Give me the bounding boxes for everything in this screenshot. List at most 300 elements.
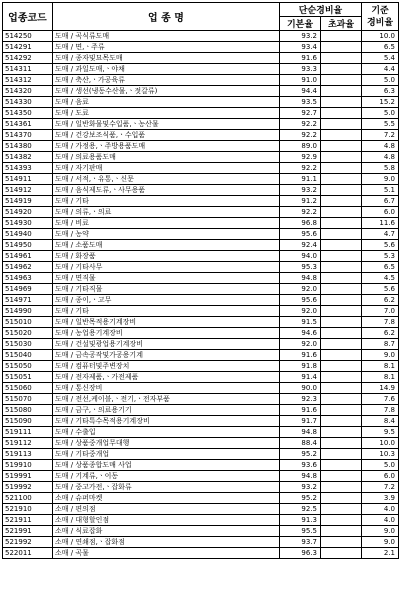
- table-row: [3, 251, 399, 262]
- cell-basic-rate: 93.6: [280, 460, 321, 471]
- cell-industry-name: 도매 / 금구,ㆍ의료용기기: [53, 405, 280, 416]
- cell-basic-rate: 93.2: [280, 31, 321, 42]
- header-standard-line1: 기준: [371, 5, 389, 16]
- header-basic-rate: 기본율: [280, 17, 321, 31]
- cell-basic-rate: 93.7: [280, 537, 321, 548]
- table-header: [3, 3, 399, 31]
- cell-industry-code: 514330: [3, 97, 53, 108]
- cell-basic-rate: 91.7: [280, 416, 321, 427]
- cell-basic-rate: 95.3: [280, 262, 321, 273]
- cell-standard-rate: 6.0: [362, 471, 399, 482]
- cell-standard-rate: 6.0: [362, 207, 399, 218]
- cell-excess-rate: [321, 229, 362, 240]
- cell-basic-rate: 93.2: [280, 482, 321, 493]
- cell-industry-name: 도매 / 화장품: [53, 251, 280, 262]
- cell-basic-rate: 93.5: [280, 97, 321, 108]
- header-standard-expense-rate: [362, 3, 399, 31]
- cell-industry-code: 514291: [3, 42, 53, 53]
- cell-industry-code: 514311: [3, 64, 53, 75]
- cell-industry-code: 514962: [3, 262, 53, 273]
- cell-industry-code: 514961: [3, 251, 53, 262]
- cell-standard-rate: 5.1: [362, 185, 399, 196]
- cell-basic-rate: 95.5: [280, 526, 321, 537]
- cell-standard-rate: 14.9: [362, 383, 399, 394]
- cell-industry-code: 514350: [3, 108, 53, 119]
- cell-industry-code: 514370: [3, 130, 53, 141]
- cell-industry-code: 514320: [3, 86, 53, 97]
- cell-industry-code: 514393: [3, 163, 53, 174]
- table-row: [3, 328, 399, 339]
- table-row: [3, 86, 399, 97]
- cell-excess-rate: [321, 317, 362, 328]
- cell-industry-name: 도매 / 건설및광업용기계장비: [53, 339, 280, 350]
- cell-excess-rate: [321, 449, 362, 460]
- cell-industry-code: 515080: [3, 405, 53, 416]
- cell-industry-code: 514912: [3, 185, 53, 196]
- cell-excess-rate: [321, 295, 362, 306]
- cell-excess-rate: [321, 438, 362, 449]
- cell-basic-rate: 92.2: [280, 119, 321, 130]
- cell-standard-rate: 9.0: [362, 174, 399, 185]
- cell-excess-rate: [321, 108, 362, 119]
- table-row: [3, 31, 399, 42]
- cell-basic-rate: 91.1: [280, 174, 321, 185]
- cell-standard-rate: 4.5: [362, 273, 399, 284]
- cell-industry-code: 519113: [3, 449, 53, 460]
- cell-basic-rate: 94.6: [280, 328, 321, 339]
- cell-industry-name: 도매 / 축산,ㆍ가공육류: [53, 75, 280, 86]
- cell-excess-rate: [321, 339, 362, 350]
- cell-excess-rate: [321, 75, 362, 86]
- cell-excess-rate: [321, 284, 362, 295]
- cell-excess-rate: [321, 53, 362, 64]
- cell-standard-rate: 6.2: [362, 295, 399, 306]
- cell-industry-name: 도매 / 의류,ㆍ의료: [53, 207, 280, 218]
- cell-standard-rate: 4.7: [362, 229, 399, 240]
- cell-standard-rate: 10.0: [362, 438, 399, 449]
- cell-standard-rate: 4.8: [362, 141, 399, 152]
- cell-basic-rate: 94.8: [280, 471, 321, 482]
- cell-standard-rate: 6.5: [362, 262, 399, 273]
- table-row: [3, 284, 399, 295]
- table-row: [3, 262, 399, 273]
- cell-industry-name: 도매 / 가정용,ㆍ주방용품도매: [53, 141, 280, 152]
- table-row: [3, 207, 399, 218]
- cell-excess-rate: [321, 273, 362, 284]
- table-row: [3, 350, 399, 361]
- cell-industry-code: 514920: [3, 207, 53, 218]
- table-row: [3, 97, 399, 108]
- cell-industry-name: 소매 / 곡물: [53, 548, 280, 559]
- cell-industry-name: 도매 / 통신장비: [53, 383, 280, 394]
- cell-excess-rate: [321, 218, 362, 229]
- cell-industry-name: 도매 / 금속공작및가공용기계: [53, 350, 280, 361]
- cell-standard-rate: 6.5: [362, 42, 399, 53]
- cell-industry-code: 515070: [3, 394, 53, 405]
- cell-industry-name: 도매 / 도료: [53, 108, 280, 119]
- cell-basic-rate: 94.8: [280, 273, 321, 284]
- cell-industry-name: 도매 / 과일도매,ㆍ야채: [53, 64, 280, 75]
- cell-industry-name: 도매 / 건강보조식품,ㆍ수입품: [53, 130, 280, 141]
- cell-industry-name: 도매 / 의료용품도매: [53, 152, 280, 163]
- cell-industry-name: 도매 / 기타직물: [53, 284, 280, 295]
- cell-standard-rate: 8.4: [362, 416, 399, 427]
- cell-industry-name: 도매 / 전자제품,ㆍ가전제품: [53, 372, 280, 383]
- cell-excess-rate: [321, 548, 362, 559]
- cell-industry-name: 도매 / 농업용기계장비: [53, 328, 280, 339]
- cell-industry-name: 도매 / 중고가전,ㆍ잡화류: [53, 482, 280, 493]
- cell-industry-code: 515040: [3, 350, 53, 361]
- cell-basic-rate: 93.4: [280, 42, 321, 53]
- cell-industry-code: 521100: [3, 493, 53, 504]
- header-standard-line2: 경비율: [366, 17, 394, 28]
- cell-standard-rate: 10.3: [362, 449, 399, 460]
- cell-industry-code: 514382: [3, 152, 53, 163]
- cell-industry-name: 도매 / 상품중개업무대행: [53, 438, 280, 449]
- cell-industry-name: 도매 / 기타특수목적용기계장비: [53, 416, 280, 427]
- table-row: [3, 306, 399, 317]
- table-row: [3, 42, 399, 53]
- cell-standard-rate: 7.2: [362, 130, 399, 141]
- cell-excess-rate: [321, 152, 362, 163]
- cell-basic-rate: 96.8: [280, 218, 321, 229]
- cell-industry-name: 도매 / 기타: [53, 196, 280, 207]
- cell-industry-code: 514919: [3, 196, 53, 207]
- cell-excess-rate: [321, 306, 362, 317]
- cell-industry-name: 도매 / 상품종합도매 사업: [53, 460, 280, 471]
- cell-basic-rate: 94.8: [280, 427, 321, 438]
- table-row: [3, 130, 399, 141]
- cell-excess-rate: [321, 31, 362, 42]
- cell-basic-rate: 88.4: [280, 438, 321, 449]
- cell-industry-name: 도매 / 수출입: [53, 427, 280, 438]
- cell-standard-rate: 2.1: [362, 548, 399, 559]
- cell-industry-name: 소매 / 대형할인점: [53, 515, 280, 526]
- cell-basic-rate: 94.0: [280, 251, 321, 262]
- cell-industry-code: 514312: [3, 75, 53, 86]
- table-row: [3, 273, 399, 284]
- cell-excess-rate: [321, 174, 362, 185]
- cell-industry-code: 519910: [3, 460, 53, 471]
- cell-excess-rate: [321, 42, 362, 53]
- cell-industry-name: 소매 / 식료잡화: [53, 526, 280, 537]
- table-row: [3, 240, 399, 251]
- cell-basic-rate: 92.4: [280, 240, 321, 251]
- cell-standard-rate: 6.2: [362, 328, 399, 339]
- cell-industry-code: 519112: [3, 438, 53, 449]
- cell-basic-rate: 91.6: [280, 405, 321, 416]
- rate-table-sheet: [2, 2, 398, 559]
- cell-excess-rate: [321, 86, 362, 97]
- table-row: [3, 317, 399, 328]
- cell-excess-rate: [321, 119, 362, 130]
- cell-excess-rate: [321, 515, 362, 526]
- table-row: [3, 196, 399, 207]
- cell-standard-rate: 10.0: [362, 31, 399, 42]
- cell-excess-rate: [321, 207, 362, 218]
- cell-basic-rate: 91.8: [280, 361, 321, 372]
- cell-basic-rate: 95.2: [280, 493, 321, 504]
- table-body: [3, 31, 399, 559]
- cell-industry-name: 도매 / 전선,케이블,ㆍ전기,ㆍ전자부품: [53, 394, 280, 405]
- cell-excess-rate: [321, 482, 362, 493]
- table-row: [3, 295, 399, 306]
- cell-industry-name: 도매 / 소품도매: [53, 240, 280, 251]
- cell-industry-name: 도매 / 기타중개업: [53, 449, 280, 460]
- cell-standard-rate: 7.6: [362, 394, 399, 405]
- table-row: [3, 53, 399, 64]
- cell-industry-code: 521992: [3, 537, 53, 548]
- cell-standard-rate: 8.7: [362, 339, 399, 350]
- cell-standard-rate: 9.0: [362, 526, 399, 537]
- cell-industry-name: 도매 / 기타: [53, 306, 280, 317]
- cell-basic-rate: 92.0: [280, 339, 321, 350]
- cell-industry-code: 514940: [3, 229, 53, 240]
- cell-basic-rate: 93.3: [280, 64, 321, 75]
- cell-standard-rate: 6.7: [362, 196, 399, 207]
- cell-basic-rate: 92.0: [280, 306, 321, 317]
- cell-industry-code: 519992: [3, 482, 53, 493]
- header-simple-expense-rate: 단순경비율: [280, 3, 362, 17]
- cell-industry-name: 도매 / 기타사무: [53, 262, 280, 273]
- cell-industry-code: 515090: [3, 416, 53, 427]
- cell-basic-rate: 91.0: [280, 75, 321, 86]
- cell-excess-rate: [321, 405, 362, 416]
- cell-industry-code: 521910: [3, 504, 53, 515]
- cell-basic-rate: 91.6: [280, 53, 321, 64]
- cell-standard-rate: 5.6: [362, 284, 399, 295]
- cell-industry-name: 도매 / 종자및묘목도매: [53, 53, 280, 64]
- table-row: [3, 141, 399, 152]
- cell-industry-code: 514380: [3, 141, 53, 152]
- cell-industry-name: 도매 / 기계류,ㆍ이동: [53, 471, 280, 482]
- cell-excess-rate: [321, 504, 362, 515]
- cell-excess-rate: [321, 185, 362, 196]
- cell-excess-rate: [321, 141, 362, 152]
- header-industry-code: 업종코드: [3, 3, 53, 31]
- cell-standard-rate: 5.6: [362, 240, 399, 251]
- cell-excess-rate: [321, 416, 362, 427]
- cell-industry-name: 소매 / 편의점: [53, 504, 280, 515]
- cell-standard-rate: 9.0: [362, 537, 399, 548]
- cell-excess-rate: [321, 427, 362, 438]
- cell-standard-rate: 11.6: [362, 218, 399, 229]
- table-row: [3, 504, 399, 515]
- cell-industry-name: 도매 / 곡식류도매: [53, 31, 280, 42]
- cell-basic-rate: 92.7: [280, 108, 321, 119]
- cell-excess-rate: [321, 97, 362, 108]
- header-excess-rate: 초과율: [321, 17, 362, 31]
- cell-industry-name: 도매 / 서적,ㆍ유통,ㆍ신문: [53, 174, 280, 185]
- table-row: [3, 372, 399, 383]
- cell-excess-rate: [321, 471, 362, 482]
- cell-basic-rate: 91.2: [280, 196, 321, 207]
- cell-excess-rate: [321, 251, 362, 262]
- cell-standard-rate: 7.0: [362, 306, 399, 317]
- cell-industry-name: 도매 / 비료: [53, 218, 280, 229]
- cell-standard-rate: 5.0: [362, 108, 399, 119]
- table-row: [3, 163, 399, 174]
- cell-industry-code: 521911: [3, 515, 53, 526]
- cell-industry-code: 514950: [3, 240, 53, 251]
- cell-industry-code: 514930: [3, 218, 53, 229]
- cell-excess-rate: [321, 537, 362, 548]
- table-row: [3, 471, 399, 482]
- cell-basic-rate: 92.2: [280, 130, 321, 141]
- cell-industry-name: 도매 / 컴퓨터및주변장치: [53, 361, 280, 372]
- cell-industry-name: 도매 / 농약: [53, 229, 280, 240]
- table-row: [3, 515, 399, 526]
- cell-industry-code: 515060: [3, 383, 53, 394]
- cell-basic-rate: 92.2: [280, 163, 321, 174]
- cell-basic-rate: 90.0: [280, 383, 321, 394]
- cell-industry-code: 514292: [3, 53, 53, 64]
- cell-basic-rate: 92.5: [280, 504, 321, 515]
- cell-basic-rate: 94.4: [280, 86, 321, 97]
- cell-industry-code: 515010: [3, 317, 53, 328]
- cell-industry-code: 514969: [3, 284, 53, 295]
- table-row: [3, 119, 399, 130]
- cell-standard-rate: 5.3: [362, 251, 399, 262]
- cell-industry-name: 도매 / 자기판매: [53, 163, 280, 174]
- rate-table: [2, 2, 399, 559]
- cell-standard-rate: 4.0: [362, 515, 399, 526]
- table-row: [3, 383, 399, 394]
- table-row: [3, 64, 399, 75]
- table-row: [3, 537, 399, 548]
- cell-industry-name: 도매 / 일반목적용기계장비: [53, 317, 280, 328]
- cell-excess-rate: [321, 64, 362, 75]
- cell-industry-code: 514990: [3, 306, 53, 317]
- cell-excess-rate: [321, 394, 362, 405]
- cell-standard-rate: 5.4: [362, 53, 399, 64]
- table-row: [3, 394, 399, 405]
- cell-standard-rate: 4.0: [362, 504, 399, 515]
- cell-excess-rate: [321, 526, 362, 537]
- table-row: [3, 229, 399, 240]
- cell-excess-rate: [321, 460, 362, 471]
- cell-basic-rate: 95.6: [280, 229, 321, 240]
- cell-industry-code: 522011: [3, 548, 53, 559]
- table-row: [3, 108, 399, 119]
- cell-basic-rate: 92.2: [280, 207, 321, 218]
- cell-basic-rate: 92.9: [280, 152, 321, 163]
- table-row: [3, 427, 399, 438]
- cell-standard-rate: 3.9: [362, 493, 399, 504]
- cell-standard-rate: 8.1: [362, 372, 399, 383]
- table-row: [3, 460, 399, 471]
- cell-industry-code: 514911: [3, 174, 53, 185]
- cell-basic-rate: 91.4: [280, 372, 321, 383]
- cell-industry-name: 도매 / 면직물: [53, 273, 280, 284]
- cell-industry-name: 소매 / 연쇄점,ㆍ잡화점: [53, 537, 280, 548]
- cell-standard-rate: 5.5: [362, 119, 399, 130]
- cell-standard-rate: 5.0: [362, 75, 399, 86]
- cell-industry-name: 소매 / 슈퍼마켓: [53, 493, 280, 504]
- cell-industry-name: 도매 / 음료: [53, 97, 280, 108]
- cell-standard-rate: 6.3: [362, 86, 399, 97]
- cell-excess-rate: [321, 163, 362, 174]
- cell-industry-code: 519111: [3, 427, 53, 438]
- cell-standard-rate: 4.4: [362, 64, 399, 75]
- cell-basic-rate: 91.6: [280, 350, 321, 361]
- table-row: [3, 218, 399, 229]
- table-row: [3, 75, 399, 86]
- cell-excess-rate: [321, 493, 362, 504]
- table-row: [3, 449, 399, 460]
- table-row: [3, 482, 399, 493]
- cell-industry-code: 514963: [3, 273, 53, 284]
- table-row: [3, 185, 399, 196]
- cell-basic-rate: 95.2: [280, 449, 321, 460]
- cell-industry-code: 515051: [3, 372, 53, 383]
- cell-industry-code: 514971: [3, 295, 53, 306]
- cell-excess-rate: [321, 328, 362, 339]
- table-row: [3, 174, 399, 185]
- cell-industry-code: 514250: [3, 31, 53, 42]
- cell-industry-code: 515020: [3, 328, 53, 339]
- header-industry-name: 업 종 명: [53, 3, 280, 31]
- cell-standard-rate: 8.1: [362, 361, 399, 372]
- cell-excess-rate: [321, 383, 362, 394]
- cell-standard-rate: 5.0: [362, 460, 399, 471]
- table-row: [3, 152, 399, 163]
- cell-standard-rate: 7.2: [362, 482, 399, 493]
- cell-industry-name: 도매 / 종이,ㆍ고무: [53, 295, 280, 306]
- cell-basic-rate: 92.0: [280, 284, 321, 295]
- table-row: [3, 416, 399, 427]
- cell-industry-name: 도매 / 면,ㆍ주류: [53, 42, 280, 53]
- table-row: [3, 361, 399, 372]
- cell-excess-rate: [321, 196, 362, 207]
- table-row: [3, 438, 399, 449]
- table-row: [3, 339, 399, 350]
- cell-standard-rate: 4.8: [362, 152, 399, 163]
- cell-standard-rate: 7.8: [362, 405, 399, 416]
- cell-standard-rate: 15.2: [362, 97, 399, 108]
- cell-basic-rate: 89.0: [280, 141, 321, 152]
- cell-basic-rate: 91.3: [280, 515, 321, 526]
- cell-standard-rate: 7.8: [362, 317, 399, 328]
- table-row: [3, 526, 399, 537]
- cell-basic-rate: 91.5: [280, 317, 321, 328]
- cell-industry-name: 도매 / 일반화물및수입품,ㆍ농산물: [53, 119, 280, 130]
- cell-excess-rate: [321, 372, 362, 383]
- table-row: [3, 493, 399, 504]
- table-row: [3, 405, 399, 416]
- cell-industry-code: 514361: [3, 119, 53, 130]
- cell-excess-rate: [321, 240, 362, 251]
- cell-basic-rate: 93.2: [280, 185, 321, 196]
- cell-basic-rate: 95.6: [280, 295, 321, 306]
- cell-industry-name: 도매 / 생선(냉동수산물,ㆍ젓갈류): [53, 86, 280, 97]
- cell-excess-rate: [321, 262, 362, 273]
- cell-industry-code: 515050: [3, 361, 53, 372]
- cell-standard-rate: 5.8: [362, 163, 399, 174]
- cell-standard-rate: 9.0: [362, 350, 399, 361]
- cell-basic-rate: 96.3: [280, 548, 321, 559]
- cell-standard-rate: 9.5: [362, 427, 399, 438]
- cell-basic-rate: 92.3: [280, 394, 321, 405]
- cell-industry-code: 519991: [3, 471, 53, 482]
- cell-industry-code: 515030: [3, 339, 53, 350]
- cell-excess-rate: [321, 361, 362, 372]
- table-row: [3, 548, 399, 559]
- cell-excess-rate: [321, 350, 362, 361]
- cell-industry-name: 도매 / 음식제도류,ㆍ사무용품: [53, 185, 280, 196]
- cell-excess-rate: [321, 130, 362, 141]
- cell-industry-code: 521991: [3, 526, 53, 537]
